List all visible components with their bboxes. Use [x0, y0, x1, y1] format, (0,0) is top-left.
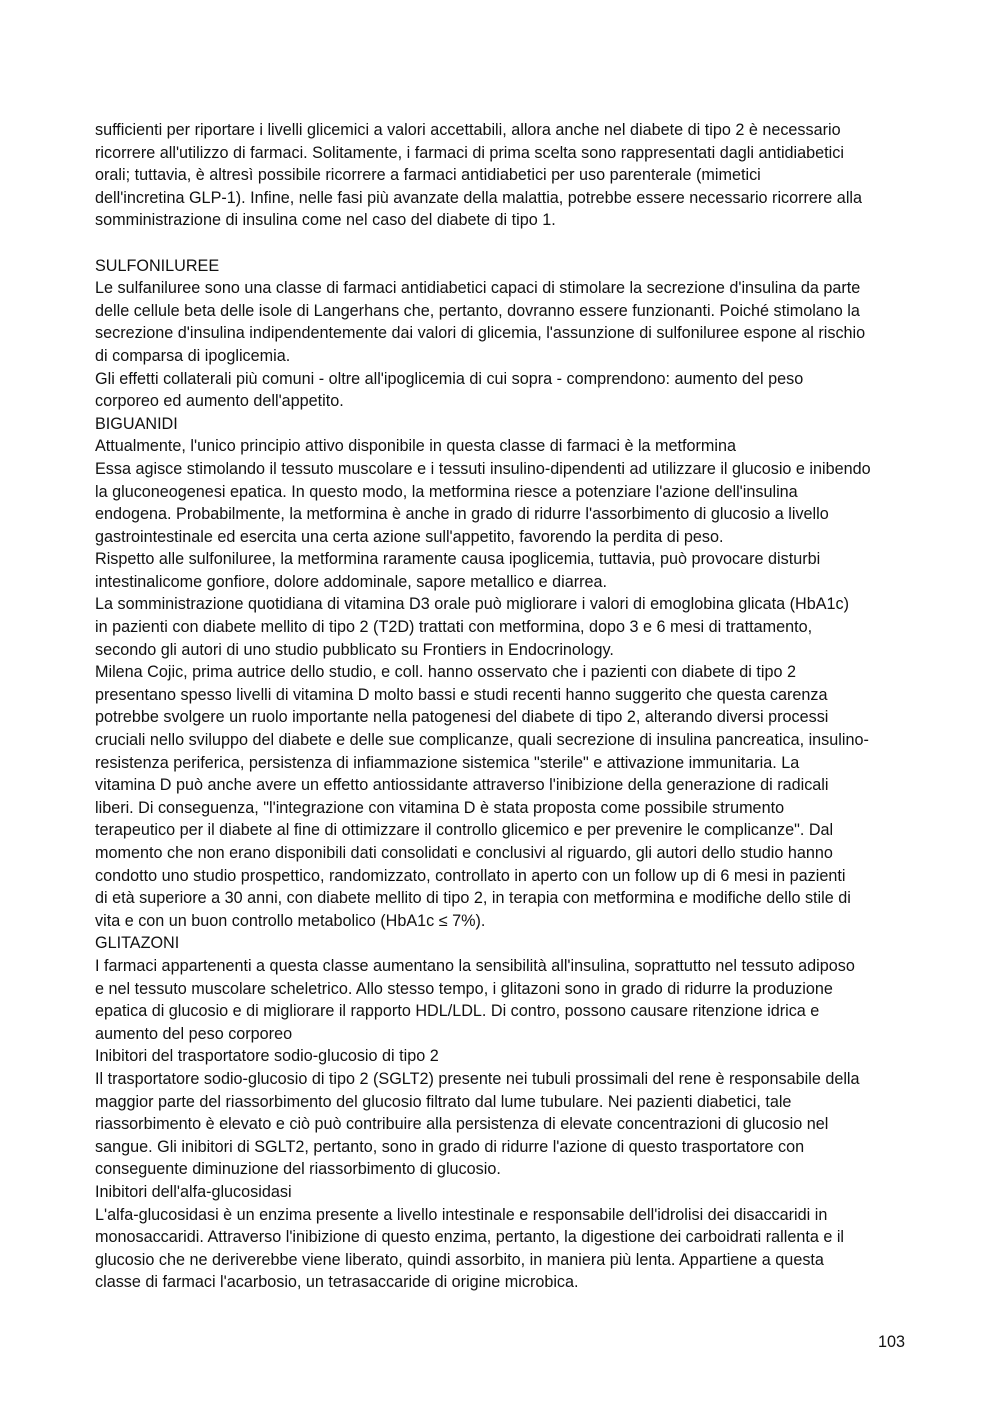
text-line: liberi. Di conseguenza, "l'integrazione con vitamina D è stata proposta come possibile strumento	[95, 798, 785, 817]
document-body	[95, 119, 907, 1294]
text-line: Le sulfaniluree sono una classe di farmaci antidiabetici capaci di stimolare la secrezione d'insulina da parte	[95, 279, 861, 298]
text-line: ricorrere all'utilizzo di farmaci. Solitamente, i farmaci di prima scelta sono rappresentati dagli antidiabetici	[95, 143, 844, 162]
text-line: resistenza periferica, persistenza di infiammazione sistemica "sterile" e attivazione immunitaria. La	[95, 753, 800, 772]
text-line: GLITAZONI	[95, 934, 180, 953]
text-line: intestinalicome gonfiore, dolore addominale, sapore metallico e diarrea.	[95, 572, 607, 591]
text-line: Inibitori del trasportatore sodio-glucosio di tipo 2	[95, 1047, 439, 1066]
text-line: la gluconeogenesi epatica. In questo modo, la metformina riesce a potenziare l'azione dell'insulina	[95, 482, 798, 501]
text-line: Inibitori dell'alfa-glucosidasi	[95, 1182, 292, 1201]
text-line: corporeo ed aumento dell'appetito.	[95, 392, 344, 411]
text-line: dell'incretina GLP-1). Infine, nelle fasi più avanzate della malattia, potrebbe essere necessario ricorrere alla	[95, 188, 863, 207]
text-line: sufficienti per riportare i livelli glicemici a valori accettabili, allora anche nel diabete di tipo 2 è necessario	[95, 121, 841, 139]
text-line: secrezione d'insulina indipendentemente dai valori di glicemia, l'assunzione di sulfoniluree espone al rischio	[95, 324, 866, 343]
text-line: epatica di glucosio e di migliorare il rapporto HDL/LDL. Di contro, possono causare ritenzione idrica e	[95, 1002, 820, 1021]
text-line: conseguente diminuzione del riassorbimento di glucosio.	[95, 1160, 501, 1179]
text-line: di età superiore a 30 anni, con diabete mellito di tipo 2, in terapia con metformina e modifiche dello stile di	[95, 889, 851, 908]
text-line: di comparsa di ipoglicemia.	[95, 346, 291, 365]
text-line: terapeutico per il diabete al fine di ottimizzare il controllo glicemico e per prevenire le complicanze". Dal	[95, 821, 834, 840]
text-line: potrebbe svolgere un ruolo importante nella patogenesi del diabete di tipo 2, alterando diversi processi	[95, 708, 829, 727]
text-line: presentano spesso livelli di vitamina D molto bassi e studi recenti hanno suggerito che questa carenza	[95, 685, 828, 704]
text-line: endogena. Probabilmente, la metformina è anche in grado di ridurre l'assorbimento di glucosio a livello	[95, 505, 829, 524]
text-line: L'alfa-glucosidasi è un enzima presente a livello intestinale e responsabile dell'idrolisi dei disaccaridi in	[95, 1205, 828, 1224]
text-line: aumento del peso corporeo	[95, 1024, 293, 1043]
text-line: glucosio che ne deriverebbe viene liberato, quindi assorbito, in maniera più lenta. Appartiene a questa	[95, 1250, 824, 1269]
text-line: Rispetto alle sulfoniluree, la metformina raramente causa ipoglicemia, tuttavia, può provocare disturbi	[95, 550, 821, 569]
text-line: condotto uno studio prospettico, randomizzato, controllato in aperto con un follow up di 6 mesi in pazienti	[95, 866, 846, 885]
text-line: somministrazione di insulina come nel caso del diabete di tipo 1.	[95, 211, 556, 230]
text-line: maggior parte del riassorbimento del glucosio filtrato dal lume tubulare. Nei pazienti diabetici, tale	[95, 1092, 792, 1111]
text-line: La somministrazione quotidiana di vitamina D3 orale può migliorare i valori di emoglobina glicata (HbA1c)	[95, 595, 849, 614]
blank-line	[95, 232, 907, 255]
text-line: momento che non erano disponibili dati consolidati e conclusivi al riguardo, gli autori dello studio hanno	[95, 844, 833, 862]
text-line: monosaccaridi. Attraverso l'inibizione di questo enzima, pertanto, la digestione dei carboidrati rallenta e il	[95, 1228, 845, 1247]
text-line: classe di farmaci l'acarbosio, un tetrasaccaride di origine microbica.	[95, 1273, 579, 1292]
text-line: riassorbimento è elevato e ciò può contribuire alla persistenza di elevate concentrazioni di glucosio nel	[95, 1115, 829, 1134]
text-line: secondo gli autori di uno studio pubblicato su Frontiers in Endocrinology.	[95, 640, 614, 659]
text-line: BIGUANIDI	[95, 414, 178, 433]
text-line: Gli effetti collaterali più comuni - oltre all'ipoglicemia di cui sopra - comprendono: aumento del peso	[95, 369, 804, 388]
text-line: in pazienti con diabete mellito di tipo 2 (T2D) trattati con metformina, dopo 3 e 6 mesi di trattamento,	[95, 618, 813, 637]
text-line: orali; tuttavia, è altresì possibile ricorrere a farmaci antidiabetici per uso parenterale (mimetici	[95, 166, 761, 185]
page-number: 103	[877, 1333, 905, 1351]
text-line: cruciali nello sviluppo del diabete e delle sue complicanze, quali secrezione di insulina pancreatica, insulino-	[95, 731, 869, 750]
text-line: Milena Cojic, prima autrice dello studio, e coll. hanno osservato che i pazienti con diabete di tipo 2	[95, 663, 796, 682]
text-line: Il trasportatore sodio-glucosio di tipo 2 (SGLT2) presente nei tubuli prossimali del rene è responsabile della	[95, 1069, 860, 1088]
text-line: I farmaci appartenenti a questa classe aumentano la sensibilità all'insulina, soprattutto nel tessuto adiposo	[95, 956, 855, 975]
text-line: sangue. Gli inibitori di SGLT2, pertanto, sono in grado di ridurre l'azione di questo trasportatore con	[95, 1137, 805, 1156]
text-line: Attualmente, l'unico principio attivo disponibile in questa classe di farmaci è la metformina	[95, 437, 737, 456]
text-line: gastrointestinale ed esercita una certa azione sull'appetito, favorendo la perdita di peso.	[95, 527, 724, 546]
text-line: vita e con un buon controllo metabolico (HbA1c ≤ 7%).	[95, 911, 486, 930]
text-line: vitamina D può anche avere un effetto antiossidante attraverso l'inibizione della generazione di radicali	[95, 776, 829, 795]
text-line: e nel tessuto muscolare scheletrico. Allo stesso tempo, i glitazoni sono in grado di ridurre la produzione	[95, 979, 833, 998]
text-line: SULFONILUREE	[95, 256, 220, 275]
text-line: delle cellule beta delle isole di Langerhans che, pertanto, dovranno essere funzionanti. Poiché stimolano la	[95, 301, 860, 320]
text-line: Essa agisce stimolando il tessuto muscolare e i tessuti insulino-dipendenti ad utilizzare il glucosio e inibendo	[95, 459, 871, 478]
